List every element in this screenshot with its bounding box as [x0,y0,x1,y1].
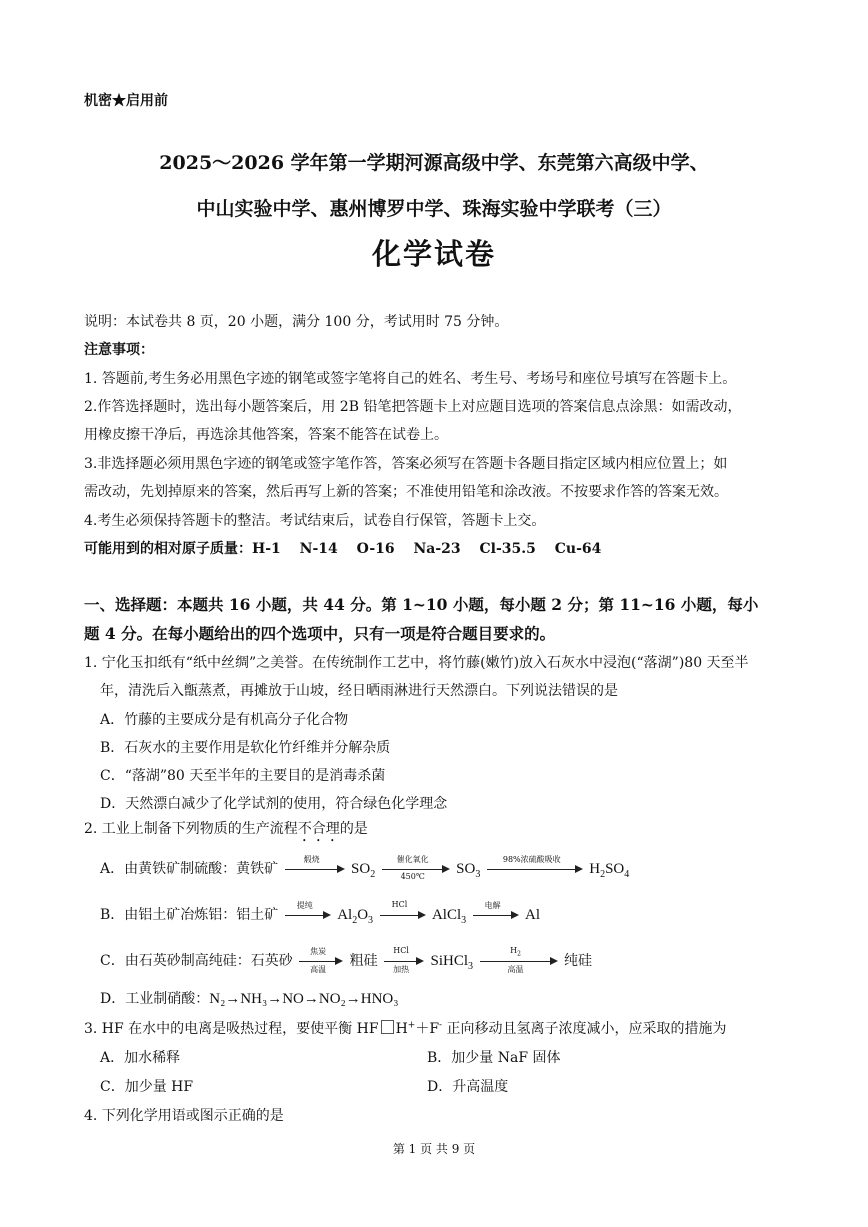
q2-a-prefix: A．由黄铁矿制硫酸：黄铁矿 [100,861,279,877]
reaction-arrow: 催化氧化 450℃ [382,862,450,876]
exam-title-line1: 2025～2026 学年第一学期河源高级中学、东莞第六高级中学、 [159,152,709,174]
instruction-item-4: 4.考生必须保持答题卡的整洁。考试结束后，试卷自行保管，答题卡上交。 [84,513,546,529]
instruction-item-1: 1. 答题前,考生务必用黑色字迹的钢笔或签字笔将自己的姓名、考生号、考场号和座位号填写在答题卡上。 [84,371,737,387]
q3-h-ion: H [395,1021,408,1037]
q2-a-so3: $SO_3$ [456,861,481,880]
confidential-label: 机密★启用前 [84,93,168,109]
q3-f-ion: ＋F [415,1021,440,1037]
page-number: 第 1 页 共 9 页 [392,1142,476,1156]
q2-c-pure-si: 纯硅 [563,953,592,969]
q2-a-so2: $SO_2$ [351,861,376,880]
q2-c-crude-si: 粗硅 [349,953,378,969]
reaction-arrow: 焦炭 高温 [299,954,343,968]
q2-stem-emphasis: 不合理 [297,821,340,837]
q3-option-b: B．加少量 NaF 固体 [427,1050,561,1066]
section1-heading-line1: 一、选择题：本题共 16 小题，共 44 分。第 1~10 小题，每小题 2 分；第 11~16 小题，每小 [84,595,759,614]
q1-option-a: A．竹藤的主要成分是有机高分子化合物 [100,712,349,728]
q2-d-chain: N₂→NH₃→NO→NO₂→HNO₃ [209,991,399,1007]
q2-stem [84,818,368,845]
reaction-arrow: $H_2$ 高温 [480,954,558,968]
q2-option-b [100,900,541,926]
atomic-masses: 可能用到的相对原子质量：H-1 N-14 O-16 Na-23 Cl-35.5 Cu-64 [84,541,602,557]
q2-b-alcl3: AlCl$_3$ [431,907,467,926]
q3-option-d: D．升高温度 [427,1079,509,1095]
q2-option-c [100,946,592,974]
q3-stem-pre: 3. HF 在水中的电离是吸热过程，要使平衡 HF [84,1021,379,1037]
q2-b-prefix: B．由铝土矿冶炼铝：铝土矿 [100,907,279,923]
exam-note: 说明：本试卷共 8 页，20 小题，满分 100 分，考试用时 75 分钟。 [84,314,509,330]
reaction-arrow: 98%浓硫酸吸收 [487,862,583,876]
q2-d-prefix: D．工业制硝酸： [100,991,210,1007]
q2-b-al: Al [525,907,541,923]
section1-heading-line2: 题 4 分。在每小题给出的四个选项中，只有一项是符合题目要求的。 [84,624,556,643]
exam-subject-title: 化学试卷 [371,237,496,271]
equilibrium-arrow-icon [381,1020,394,1034]
q2-option-d [100,988,398,1008]
q3-stem: 3. HF 在水中的电离是吸热过程，要使平衡 HF H+＋F- 正向移动且氢离子浓度减小，应采取的措施为 [84,1020,727,1037]
q3-stem-post: 正向移动且氢离子浓度减小，应采取的措施为 [446,1021,727,1037]
reaction-arrow: HCl 加热 [384,954,424,968]
q1-stem-line1: 1. 宁化玉扣纸有“纸中丝绸”之美誉。在传统制作工艺中，将竹藤(嫩竹)放入石灰水中浸泡(“落湖”)80 天至半 [84,655,749,671]
q2-a-h2so4: $H_2SO_4$ [589,861,630,880]
reaction-arrow: 提纯 [285,908,331,922]
instruction-item-3b: 需改动，先划掉原来的答案，然后再写上新的答案；不准使用铅笔和涂改液。不按要求作答的答案无效。 [84,484,728,500]
instructions-heading: 注意事项： [84,342,154,358]
q1-stem-line2: 年，清洗后入甑蒸煮，再摊放于山坡，经日晒雨淋进行天然漂白。下列说法错误的是 [100,683,618,699]
q2-b-al2o3: $Al_2O_3$ [337,907,374,926]
instruction-item-3a: 3.非选择题必须用黑色字迹的钢笔或签字笔作答，答案必须写在答题卡各题目指定区域内相应位置上；如 [84,456,728,472]
q1-option-c: C．“落湖”80 天至半年的主要目的是消毒杀菌 [100,768,386,784]
reaction-arrow: 煅烧 [285,862,345,876]
exam-title-line2: 中山实验中学、惠州博罗中学、珠海实验中学联考（三） [196,198,672,220]
q2-c-prefix: C．由石英砂制高纯硅：石英砂 [100,953,293,969]
reaction-arrow: 电解 [473,908,519,922]
q2-stem-pre: 2. 工业上制备下列物质的生产流程 [84,821,298,837]
q1-option-b: B．石灰水的主要作用是软化竹纤维并分解杂质 [100,740,391,756]
q2-option-a [100,855,630,881]
q2-stem-post: 的是 [339,821,368,837]
q3-option-a: A．加水稀释 [100,1050,181,1066]
reaction-arrow: HCl [380,908,426,922]
q2-c-sihcl3: SiHCl$_3$ [430,953,474,972]
q3-option-c: C．加少量 HF [100,1079,194,1095]
instruction-item-2a: 2.作答选择题时，选出每小题答案后，用 2B 铅笔把答题卡上对应题目选项的答案信息点涂黑：如需改动， [84,399,742,415]
q1-option-d: D．天然漂白减少了化学试剂的使用，符合绿色化学理念 [100,796,448,812]
q4-stem: 4. 下列化学用语或图示正确的是 [84,1108,284,1124]
instruction-item-2b: 用橡皮擦干净后，再选涂其他答案，答案不能答在试卷上。 [84,427,448,443]
